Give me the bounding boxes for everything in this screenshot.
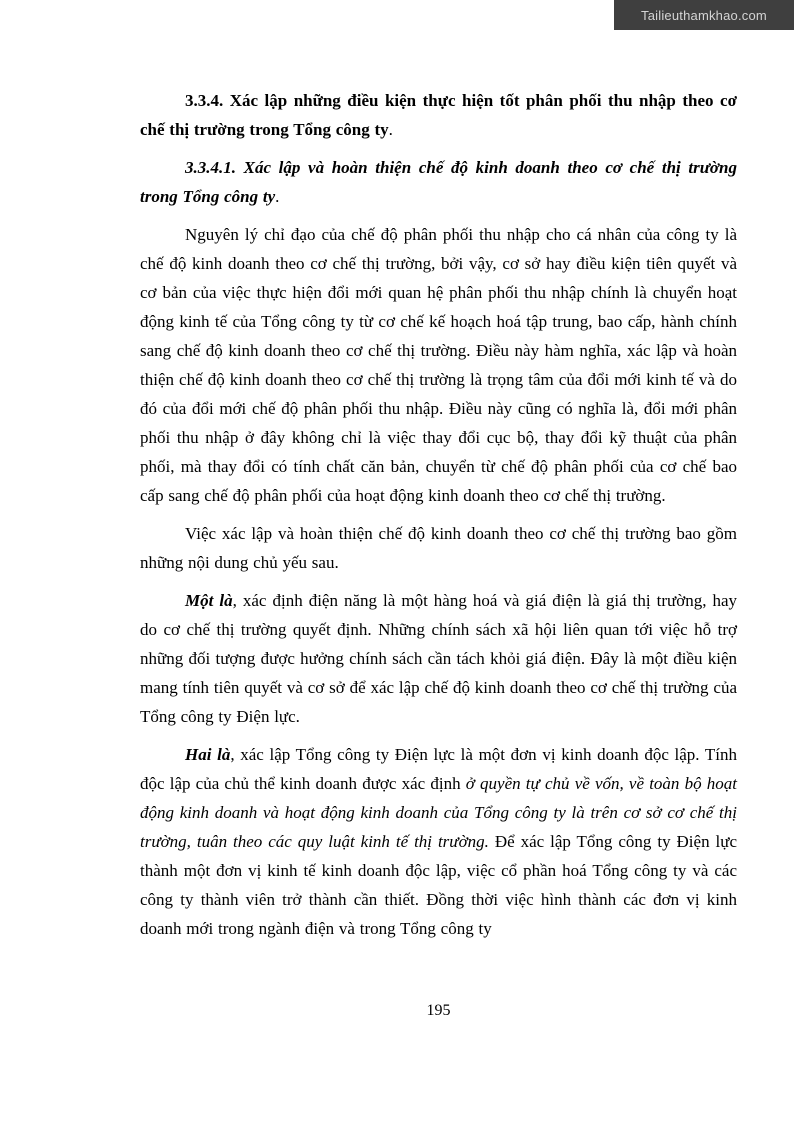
paragraph-2 bbox=[140, 519, 737, 577]
page-number: 195 bbox=[426, 1002, 451, 1019]
subsection-heading bbox=[140, 153, 737, 211]
paragraph-4 bbox=[140, 740, 737, 943]
document-content bbox=[140, 86, 737, 952]
paragraph-3-lead: Một là bbox=[185, 591, 233, 610]
paragraph-3-text: , xác định điện năng là một hàng hoá và giá điện là giá thị trường, hay do cơ chế thị trường quyết định. Những chính sách xã hội liên quan tới việc hỗ trợ những đối tượng được hưởng chính sách cần tách khỏi giá điện. Đây là một điều kiện mang tính tiên quyết và cơ sở để xác lập chế độ kinh doanh theo cơ chế thị trường của Tổng công ty Điện lực. bbox=[140, 591, 738, 726]
watermark-text: Tailieuthamkhao.com bbox=[641, 7, 767, 23]
paragraph-4-text-a: , xác lập Tổng công ty Điện lực là một đơn vị kinh doanh độc lập. Tính độc lập của chủ thể kinh doanh được xác định bbox=[140, 745, 738, 793]
paragraph-1-text: Nguyên lý chỉ đạo của chế độ phân phối thu nhập cho cá nhân của công ty là chế độ kinh doanh theo cơ chế thị trường, bởi vậy, cơ sở hay điều kiện tiên quyết và cơ bản của việc thực hiện đổi mới quan hệ phân phối thu nhập chính là chuyển hoạt động kinh tế của Tổng công ty từ cơ chế kế hoạch hoá tập trung, bao cấp, hành chính sang chế độ kinh doanh theo cơ chế thị trường. Điều này hàm nghĩa, xác lập và hoàn thiện chế độ kinh doanh theo cơ chế thị trường là trọng tâm của đổi mới kinh tế và do đó của đổi mới chế độ phân phối thu nhập. Điều này cũng có nghĩa là, đổi mới phân phối thu nhập ở đây không chỉ là việc thay đổi cục bộ, thay đổi kỹ thuật của phân phối, mà thay đổi có tính chất căn bản, chuyển từ chế độ phân phối của cơ chế bao cấp sang chế độ phân phối của hoạt động kinh doanh theo cơ chế thị trường. bbox=[140, 225, 737, 505]
section-heading-text: 3.3.4. Xác lập những điều kiện thực hiện tốt phân phối thu nhập theo cơ chế thị trường trong Tổng công ty bbox=[140, 91, 737, 139]
paragraph-1 bbox=[140, 220, 737, 510]
paragraph-4-lead: Hai là bbox=[185, 745, 231, 764]
subsection-heading-period: . bbox=[275, 187, 280, 206]
watermark-banner bbox=[614, 0, 794, 30]
paragraph-3 bbox=[140, 586, 737, 731]
paragraph-4-text-b: Để xác lập Tổng công ty Điện lực thành một đơn vị kinh tế kinh doanh độc lập, việc cổ phần hoá Tổng công ty và các công ty thành viên trở thành cần thiết. Đồng thời việc hình thành các đơn vị kinh doanh mới trong ngành điện và trong Tổng công ty bbox=[140, 832, 737, 938]
section-heading-period: . bbox=[388, 120, 393, 139]
paragraph-2-text: Việc xác lập và hoàn thiện chế độ kinh doanh theo cơ chế thị trường bao gồm những nội dung chủ yếu sau. bbox=[140, 524, 737, 572]
paragraph-4-italic-passage: ở quyền tự chủ về vốn, về toàn bộ hoạt động kinh doanh và hoạt động kinh doanh của Tổng công ty là trên cơ sở cơ chế thị trường, tuân theo các quy luật kinh tế thị trường. bbox=[140, 774, 737, 851]
section-heading bbox=[140, 86, 737, 144]
subsection-heading-text: 3.3.4.1. Xác lập và hoàn thiện chế độ kinh doanh theo cơ chế thị trường trong Tổng công ty bbox=[140, 158, 737, 206]
